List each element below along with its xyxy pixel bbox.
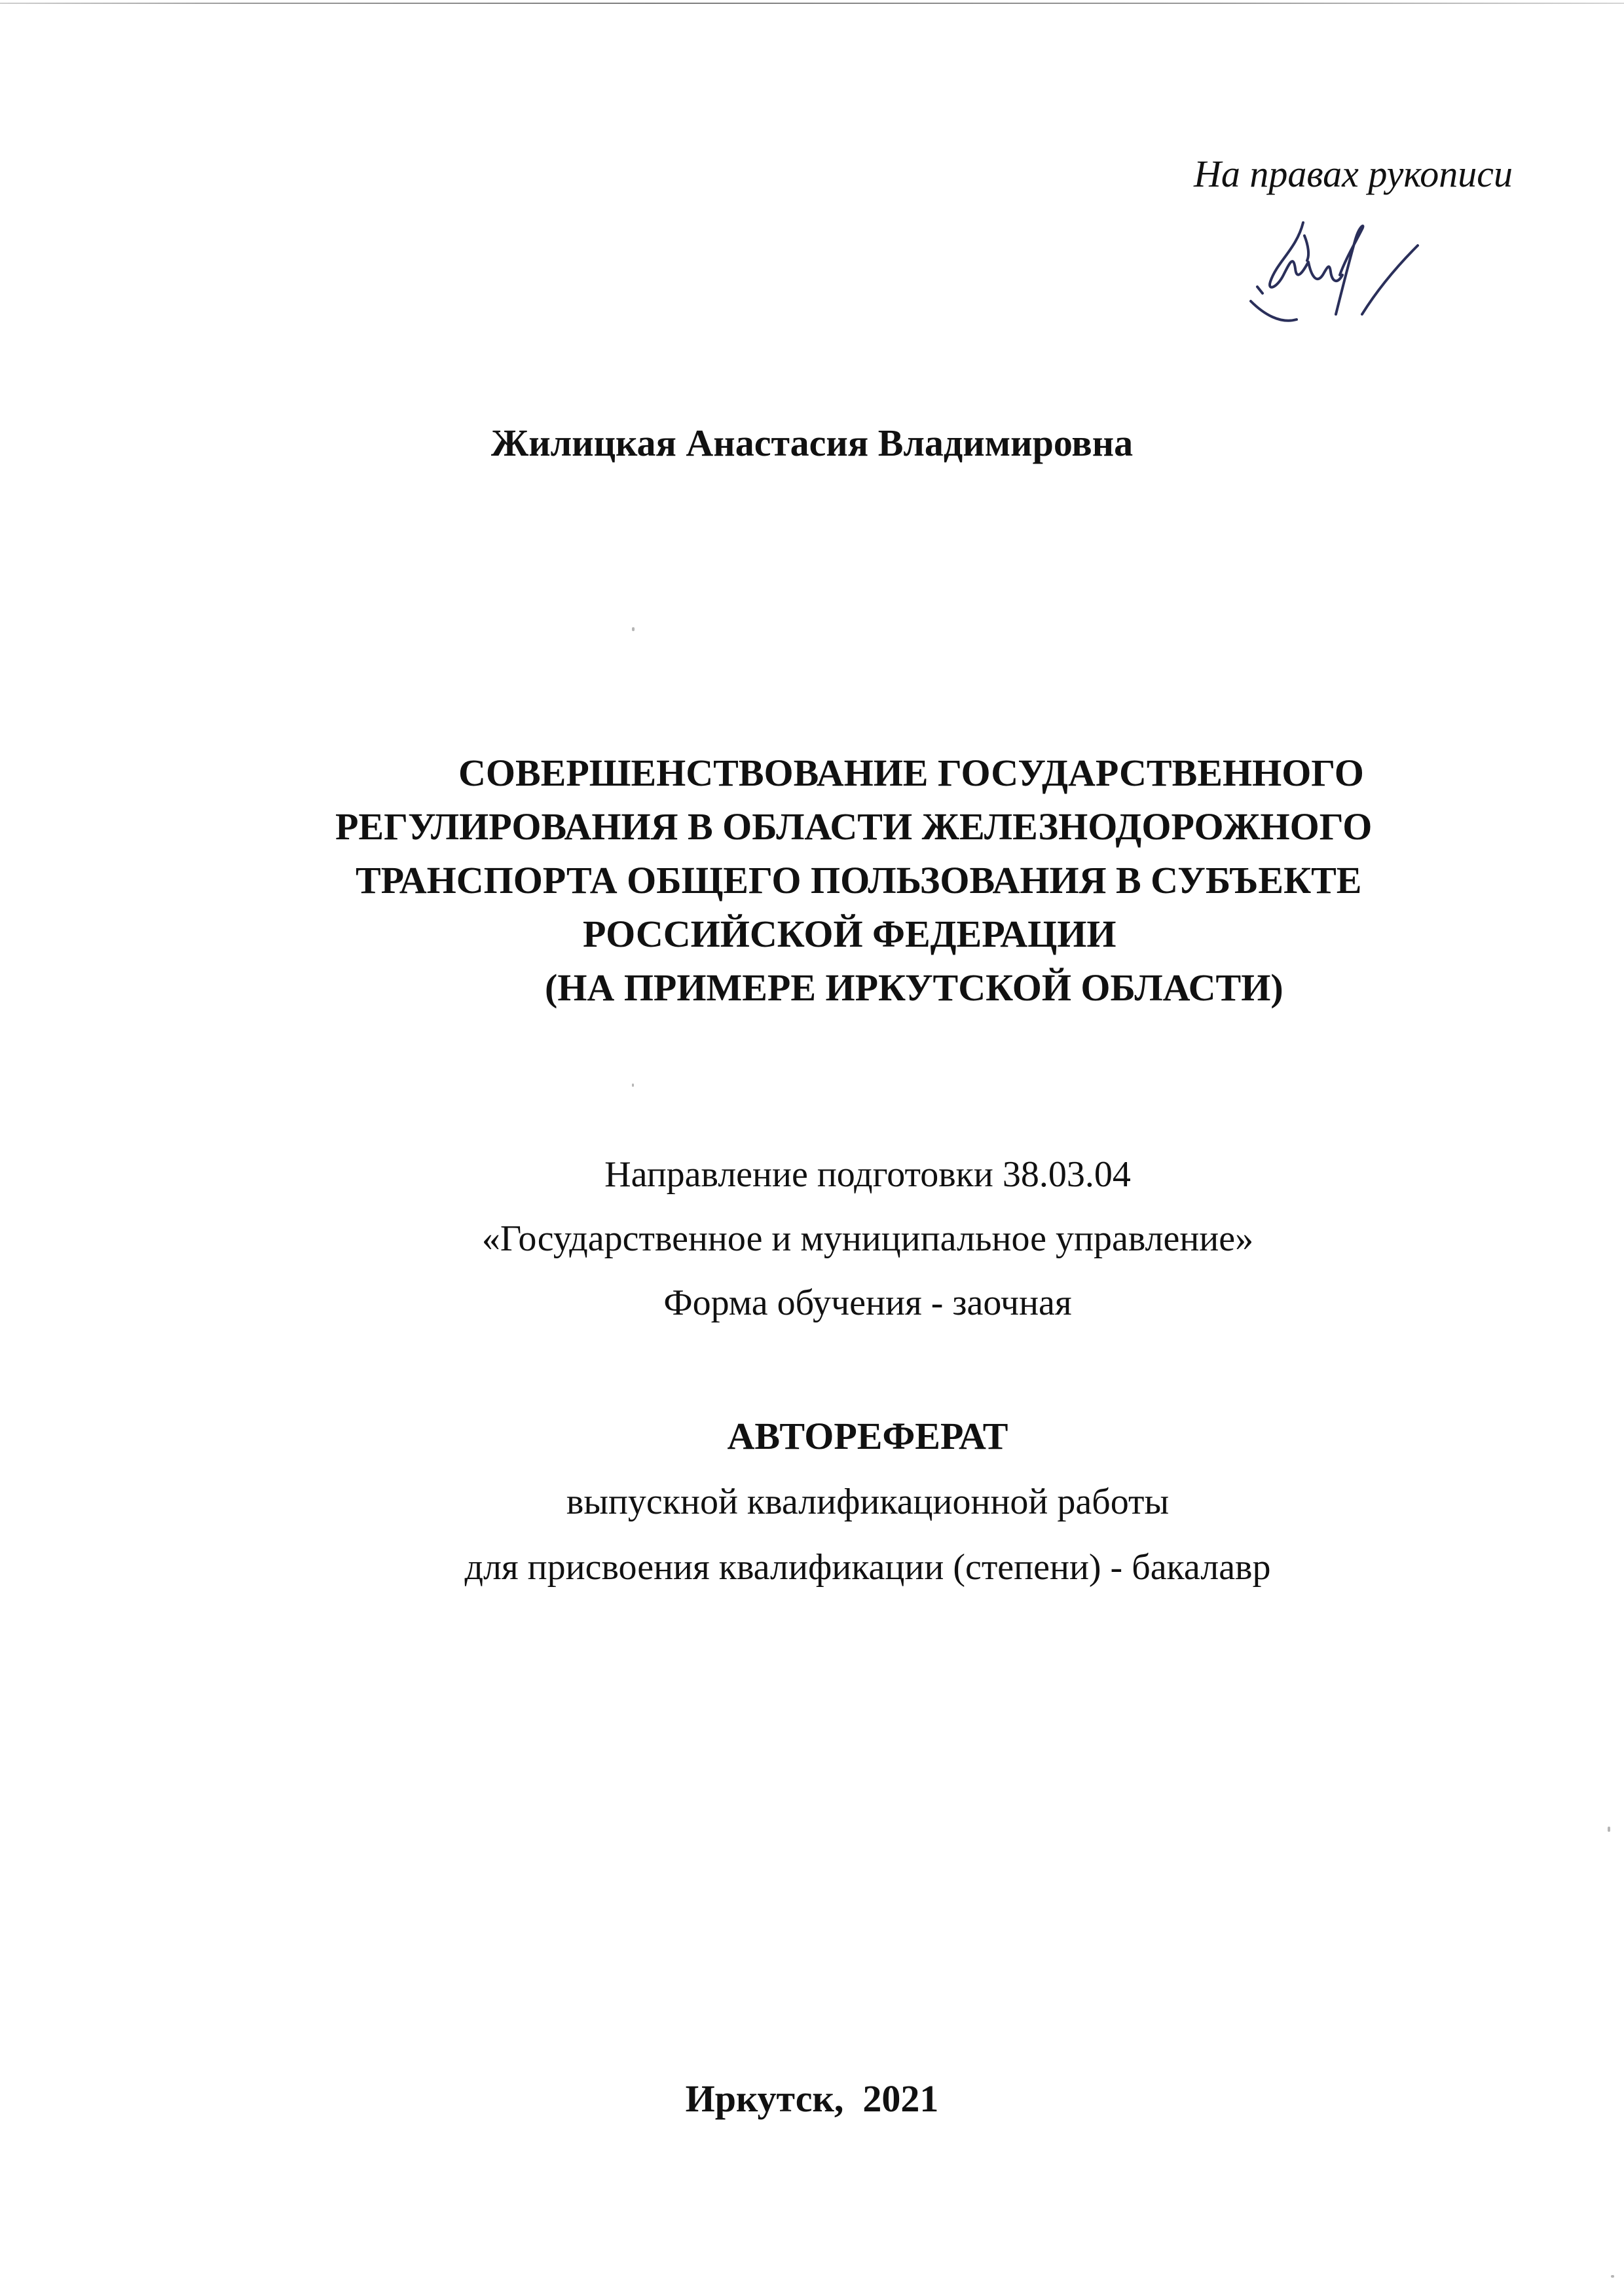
title-line: СОВЕРШЕНСТВОВАНИЕ ГОСУДАРСТВЕННОГО [458, 752, 1364, 794]
scan-dust [1611, 2275, 1614, 2278]
abstract-subtitle-2: для присвоения квалификации (степени) - бакалавр [464, 1547, 1271, 1588]
program-name: «Государственное и муниципальное управление» [481, 1218, 1254, 1259]
study-form: Форма обучения - заочная [663, 1283, 1072, 1323]
rights-note: На правах рукописи [1193, 153, 1513, 195]
scan-dust [1608, 1827, 1610, 1832]
abstract-heading: АВТОРЕФЕРАТ [727, 1415, 1008, 1457]
scan-top-edge [0, 3, 1624, 4]
scan-dust [632, 1084, 634, 1087]
training-direction: Направление подготовки 38.03.04 [604, 1154, 1131, 1195]
title-line: ТРАНСПОРТА ОБЩЕГО ПОЛЬЗОВАНИЯ В СУБЪЕКТЕ [356, 859, 1362, 902]
scan-dust [632, 627, 635, 631]
signature-image [1231, 210, 1428, 340]
title-line: (НА ПРИМЕРЕ ИРКУТСКОЙ ОБЛАСТИ) [545, 966, 1283, 1009]
abstract-subtitle-1: выпускной квалификационной работы [566, 1482, 1170, 1522]
title-line: РОССИЙСКОЙ ФЕДЕРАЦИИ [583, 913, 1116, 955]
title-line: РЕГУЛИРОВАНИЯ В ОБЛАСТИ ЖЕЛЕЗНОДОРОЖНОГО [335, 805, 1373, 848]
author-name: Жилицкая Анастасия Владимировна [490, 422, 1134, 464]
city-year: Иркутск, 2021 [685, 2077, 939, 2120]
